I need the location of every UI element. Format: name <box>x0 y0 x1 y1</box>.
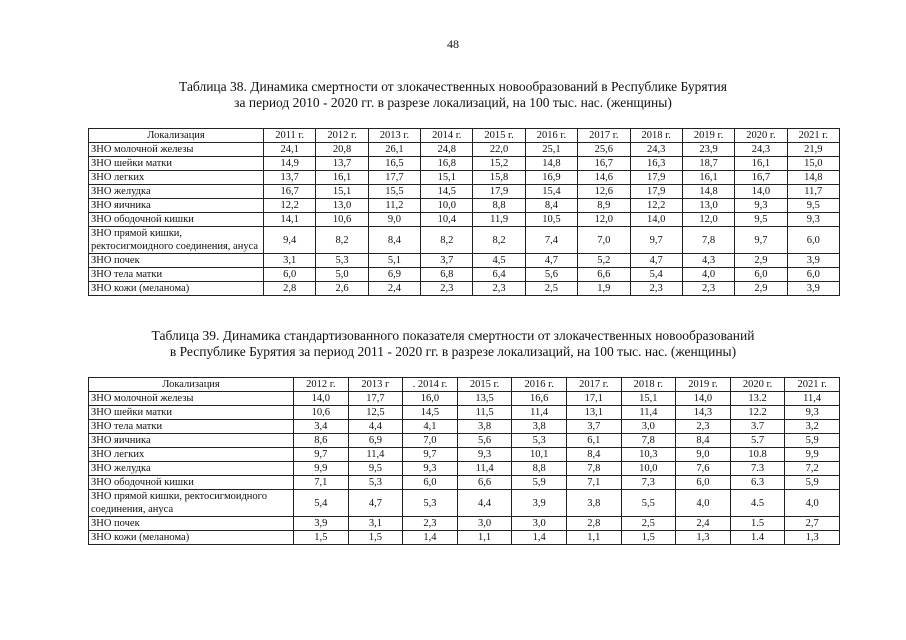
table-cell: 3,8 <box>457 420 512 434</box>
table-cell: 5,6 <box>525 268 577 282</box>
table-row <box>89 462 840 476</box>
table-cell: 14,1 <box>264 213 316 227</box>
table-cell: 3,0 <box>512 517 567 531</box>
table-row <box>89 490 840 517</box>
header-year: 2011 г. <box>264 129 316 143</box>
table-cell: 3,0 <box>457 517 512 531</box>
row-label: ЗНО шейки матки <box>89 157 264 171</box>
table-cell: 6,8 <box>421 268 473 282</box>
row-label: ЗНО тела матки <box>89 268 264 282</box>
table-cell: 5,5 <box>621 490 676 517</box>
table-cell: 8,9 <box>578 199 630 213</box>
table-cell: 1,5 <box>294 531 349 545</box>
header-year: 2012 г. <box>294 378 349 392</box>
table-cell: 7,1 <box>566 476 621 490</box>
table-cell: 9,3 <box>785 406 840 420</box>
table-cell: 5,4 <box>630 268 682 282</box>
row-label: ЗНО тела матки <box>89 420 294 434</box>
table-cell: 10,6 <box>316 213 368 227</box>
row-label: ЗНО ободочной кишки <box>89 476 294 490</box>
table-row <box>89 392 840 406</box>
table-cell: 14,5 <box>421 185 473 199</box>
table-cell: 3,0 <box>621 420 676 434</box>
table-cell: 16,3 <box>630 157 682 171</box>
table-cell: 12,2 <box>630 199 682 213</box>
table-row <box>89 268 840 282</box>
table-cell: 6,0 <box>735 268 787 282</box>
table-cell: 7,0 <box>403 434 458 448</box>
table-row <box>89 448 840 462</box>
table-cell: 11,7 <box>787 185 839 199</box>
table-cell: 9,5 <box>735 213 787 227</box>
table-cell: 5,0 <box>316 268 368 282</box>
table-cell: 2,8 <box>264 282 316 296</box>
table-cell: 11,4 <box>621 406 676 420</box>
table-cell: 5.7 <box>730 434 785 448</box>
table-cell: 3,9 <box>512 490 567 517</box>
table-cell: 7,8 <box>566 462 621 476</box>
table-cell: 2,4 <box>676 517 731 531</box>
table-38-caption-line1: Таблица 38. Динамика смертности от злокачественных новообразований в Республике Бурятия <box>179 79 727 94</box>
table-38-caption <box>0 79 906 111</box>
row-label: ЗНО молочной железы <box>89 392 294 406</box>
table-cell: 22,0 <box>473 143 525 157</box>
table-cell: 10,6 <box>294 406 349 420</box>
table-cell: 1,4 <box>512 531 567 545</box>
table-cell: 14,3 <box>676 406 731 420</box>
table-cell: 8,2 <box>421 227 473 254</box>
header-year: 2014 г. <box>421 129 473 143</box>
table-cell: 5,9 <box>785 476 840 490</box>
table-cell: 9,0 <box>368 213 420 227</box>
table-cell: 16,7 <box>264 185 316 199</box>
table-cell: 1,1 <box>457 531 512 545</box>
header-localization: Локализация <box>89 378 294 392</box>
table-cell: 13,1 <box>566 406 621 420</box>
table-cell: 16,1 <box>316 171 368 185</box>
table-cell: 7,3 <box>621 476 676 490</box>
header-year: 2017 г. <box>566 378 621 392</box>
table-row <box>89 143 840 157</box>
row-label: ЗНО легких <box>89 448 294 462</box>
table-cell: 16,5 <box>368 157 420 171</box>
table-cell: 5,3 <box>348 476 403 490</box>
table-cell: 3,2 <box>785 420 840 434</box>
row-label: ЗНО прямой кишки, ректосигмоидного соединения, ануса <box>89 227 264 254</box>
row-label: ЗНО желудка <box>89 185 264 199</box>
table-cell: 25,1 <box>525 143 577 157</box>
table-cell: 18,7 <box>682 157 734 171</box>
table-cell: 8,2 <box>316 227 368 254</box>
table-cell: 4,1 <box>403 420 458 434</box>
table-cell: 20,8 <box>316 143 368 157</box>
table-cell: 16,0 <box>403 392 458 406</box>
table-cell: 9,4 <box>264 227 316 254</box>
row-label: ЗНО кожи (меланома) <box>89 282 264 296</box>
row-label: ЗНО кожи (меланома) <box>89 531 294 545</box>
table-cell: 5,2 <box>578 254 630 268</box>
header-year: 2016 г. <box>525 129 577 143</box>
table-cell: 9,3 <box>457 448 512 462</box>
row-label: ЗНО яичника <box>89 199 264 213</box>
table-row <box>89 406 840 420</box>
table-cell: 8,8 <box>512 462 567 476</box>
table-cell: 16,1 <box>682 171 734 185</box>
table-cell: 1,5 <box>348 531 403 545</box>
table-cell: 14,9 <box>264 157 316 171</box>
table-cell: 2,3 <box>403 517 458 531</box>
table-cell: 5,3 <box>316 254 368 268</box>
table-cell: 8,4 <box>525 199 577 213</box>
table-cell: 10.8 <box>730 448 785 462</box>
table-cell: 2,4 <box>368 282 420 296</box>
table-cell: 11,4 <box>512 406 567 420</box>
table-row <box>89 171 840 185</box>
table-cell: 24,1 <box>264 143 316 157</box>
header-row <box>89 129 840 143</box>
table-cell: 12,2 <box>264 199 316 213</box>
header-year: 2019 г. <box>676 378 731 392</box>
table-cell: 9,9 <box>294 462 349 476</box>
table-cell: 17,1 <box>566 392 621 406</box>
table-cell: 7,8 <box>621 434 676 448</box>
table-row <box>89 213 840 227</box>
table-cell: 2,3 <box>676 420 731 434</box>
table-cell: 8,4 <box>566 448 621 462</box>
header-localization: Локализация <box>89 129 264 143</box>
header-year: 2021 г. <box>785 378 840 392</box>
table-cell: 2,7 <box>785 517 840 531</box>
table-cell: 6,6 <box>457 476 512 490</box>
table-cell: 6,9 <box>348 434 403 448</box>
header-year: 2015 г. <box>457 378 512 392</box>
row-label: ЗНО почек <box>89 517 294 531</box>
table-cell: 15,1 <box>316 185 368 199</box>
table-cell: 3,8 <box>512 420 567 434</box>
table-cell: 25,6 <box>578 143 630 157</box>
table-cell: 17,9 <box>630 171 682 185</box>
table-39-caption <box>0 328 906 360</box>
table-cell: 16,8 <box>421 157 473 171</box>
table-cell: 4,7 <box>348 490 403 517</box>
table-cell: 14,5 <box>403 406 458 420</box>
table-cell: 23,9 <box>682 143 734 157</box>
header-year: 2013 г <box>348 378 403 392</box>
table-cell: 15,0 <box>787 157 839 171</box>
header-year: 2018 г. <box>630 129 682 143</box>
table-cell: 15,2 <box>473 157 525 171</box>
table-row <box>89 531 840 545</box>
table-cell: 10,1 <box>512 448 567 462</box>
table-cell: 3,8 <box>566 490 621 517</box>
table-cell: 9,9 <box>785 448 840 462</box>
table-cell: 17,7 <box>348 392 403 406</box>
table-cell: 11,9 <box>473 213 525 227</box>
table-cell: 3,4 <box>294 420 349 434</box>
table-cell: 3,9 <box>787 254 839 268</box>
table-cell: 6,1 <box>566 434 621 448</box>
table-cell: 12,0 <box>578 213 630 227</box>
table-cell: 14,8 <box>525 157 577 171</box>
table-cell: 3,7 <box>566 420 621 434</box>
row-label: ЗНО молочной железы <box>89 143 264 157</box>
table-cell: 13,7 <box>316 157 368 171</box>
header-year: 2020 г. <box>735 129 787 143</box>
table-cell: 1.5 <box>730 517 785 531</box>
table-cell: 14,0 <box>630 213 682 227</box>
table-cell: 3,1 <box>348 517 403 531</box>
table-cell: 8,4 <box>368 227 420 254</box>
table-cell: 1,4 <box>403 531 458 545</box>
table-cell: 15,1 <box>621 392 676 406</box>
table-cell: 5,6 <box>457 434 512 448</box>
table-cell: 17,7 <box>368 171 420 185</box>
table-cell: 2,6 <box>316 282 368 296</box>
header-year: 2015 г. <box>473 129 525 143</box>
table-cell: 7.3 <box>730 462 785 476</box>
table-cell: 4,3 <box>682 254 734 268</box>
table-cell: 1,9 <box>578 282 630 296</box>
table-cell: 4,7 <box>525 254 577 268</box>
table-cell: 1,3 <box>785 531 840 545</box>
table-cell: 6,9 <box>368 268 420 282</box>
table-cell: 12.2 <box>730 406 785 420</box>
table-cell: 6,0 <box>787 227 839 254</box>
table-cell: 13,0 <box>682 199 734 213</box>
table-row <box>89 199 840 213</box>
table-cell: 2,5 <box>525 282 577 296</box>
table-cell: 4,5 <box>473 254 525 268</box>
row-label: ЗНО легких <box>89 171 264 185</box>
table-cell: 11,4 <box>457 462 512 476</box>
table-cell: 11,4 <box>348 448 403 462</box>
table-cell: 2,5 <box>621 517 676 531</box>
header-year: 2019 г. <box>682 129 734 143</box>
table-cell: 7,0 <box>578 227 630 254</box>
table-39-caption-line2: в Республике Бурятия за период 2011 - 2020 гг. в разрезе локализаций, на 100 тыс. нас. (женщины) <box>169 344 737 359</box>
header-year: 2012 г. <box>316 129 368 143</box>
table-cell: 10,4 <box>421 213 473 227</box>
table-cell: 14,0 <box>735 185 787 199</box>
table-cell: 4,0 <box>676 490 731 517</box>
header-year: 2020 г. <box>730 378 785 392</box>
table-cell: 9,7 <box>735 227 787 254</box>
table-39 <box>88 377 840 545</box>
table-cell: 7,6 <box>676 462 731 476</box>
table-row <box>89 227 840 254</box>
table-row <box>89 420 840 434</box>
table-cell: 4,0 <box>785 490 840 517</box>
table-cell: 9,3 <box>787 213 839 227</box>
table-cell: 10,3 <box>621 448 676 462</box>
table-cell: 5,9 <box>512 476 567 490</box>
table-cell: 1,5 <box>621 531 676 545</box>
table-cell: 6,0 <box>403 476 458 490</box>
table-cell: 14,8 <box>682 185 734 199</box>
table-cell: 8,2 <box>473 227 525 254</box>
header-year: . 2014 г. <box>403 378 458 392</box>
header-year: 2021 г. <box>787 129 839 143</box>
row-label: ЗНО прямой кишки, ректосигмоидного соединения, ануса <box>89 490 294 517</box>
table-38-caption-line2: за период 2010 - 2020 гг. в разрезе локализаций, на 100 тыс. нас. (женщины) <box>234 95 672 110</box>
table-cell: 4,4 <box>348 420 403 434</box>
table-cell: 11,2 <box>368 199 420 213</box>
table-cell: 11,4 <box>785 392 840 406</box>
table-cell: 12,5 <box>348 406 403 420</box>
table-cell: 16,9 <box>525 171 577 185</box>
table-cell: 14,0 <box>294 392 349 406</box>
table-cell: 2,3 <box>630 282 682 296</box>
row-label: ЗНО желудка <box>89 462 294 476</box>
table-cell: 8,6 <box>294 434 349 448</box>
table-cell: 6,0 <box>787 268 839 282</box>
table-cell: 4,7 <box>630 254 682 268</box>
table-cell: 12,0 <box>682 213 734 227</box>
table-cell: 3.7 <box>730 420 785 434</box>
table-cell: 3,9 <box>787 282 839 296</box>
table-cell: 2,9 <box>735 254 787 268</box>
table-cell: 9,7 <box>403 448 458 462</box>
table-cell: 8,4 <box>676 434 731 448</box>
table-cell: 10,0 <box>621 462 676 476</box>
table-cell: 6,6 <box>578 268 630 282</box>
table-cell: 15,5 <box>368 185 420 199</box>
table-38 <box>88 128 840 296</box>
table-cell: 13,5 <box>457 392 512 406</box>
table-cell: 3,7 <box>421 254 473 268</box>
table-cell: 12,6 <box>578 185 630 199</box>
table-cell: 9,3 <box>735 199 787 213</box>
table-cell: 13.2 <box>730 392 785 406</box>
header-row <box>89 378 840 392</box>
table-cell: 14,0 <box>676 392 731 406</box>
table-cell: 5,4 <box>294 490 349 517</box>
table-cell: 16,7 <box>735 171 787 185</box>
table-cell: 7,1 <box>294 476 349 490</box>
table-cell: 9,7 <box>630 227 682 254</box>
table-row <box>89 254 840 268</box>
table-row <box>89 517 840 531</box>
table-cell: 6,4 <box>473 268 525 282</box>
table-cell: 9,0 <box>676 448 731 462</box>
table-cell: 7,8 <box>682 227 734 254</box>
header-year: 2013 г. <box>368 129 420 143</box>
table-cell: 1.4 <box>730 531 785 545</box>
table-cell: 15,4 <box>525 185 577 199</box>
row-label: ЗНО ободочной кишки <box>89 213 264 227</box>
row-label: ЗНО почек <box>89 254 264 268</box>
table-cell: 13,0 <box>316 199 368 213</box>
table-row <box>89 434 840 448</box>
table-cell: 24,3 <box>735 143 787 157</box>
table-row <box>89 185 840 199</box>
row-label: ЗНО шейки матки <box>89 406 294 420</box>
page-number: 48 <box>447 37 459 51</box>
table-cell: 17,9 <box>630 185 682 199</box>
table-cell: 26,1 <box>368 143 420 157</box>
table-cell: 21,9 <box>787 143 839 157</box>
table-cell: 7,4 <box>525 227 577 254</box>
table-cell: 6,0 <box>264 268 316 282</box>
table-cell: 8,8 <box>473 199 525 213</box>
table-cell: 5,9 <box>785 434 840 448</box>
table-cell: 3,1 <box>264 254 316 268</box>
header-year: 2018 г. <box>621 378 676 392</box>
table-row <box>89 476 840 490</box>
table-cell: 9,7 <box>294 448 349 462</box>
table-cell: 14,6 <box>578 171 630 185</box>
table-cell: 6.3 <box>730 476 785 490</box>
table-cell: 7,2 <box>785 462 840 476</box>
table-cell: 16,1 <box>735 157 787 171</box>
table-cell: 13,7 <box>264 171 316 185</box>
table-cell: 15,8 <box>473 171 525 185</box>
table-cell: 5,3 <box>403 490 458 517</box>
table-row <box>89 282 840 296</box>
table-cell: 6,0 <box>676 476 731 490</box>
table-cell: 2,3 <box>473 282 525 296</box>
table-cell: 24,3 <box>630 143 682 157</box>
table-cell: 9,3 <box>403 462 458 476</box>
table-cell: 2,9 <box>735 282 787 296</box>
table-cell: 9,5 <box>787 199 839 213</box>
table-cell: 3,9 <box>294 517 349 531</box>
table-cell: 14,8 <box>787 171 839 185</box>
table-cell: 15,1 <box>421 171 473 185</box>
table-cell: 24,8 <box>421 143 473 157</box>
table-row <box>89 157 840 171</box>
table-cell: 5,1 <box>368 254 420 268</box>
table-cell: 17,9 <box>473 185 525 199</box>
table-cell: 4,0 <box>682 268 734 282</box>
table-cell: 1,3 <box>676 531 731 545</box>
table-cell: 16,6 <box>512 392 567 406</box>
table-39-caption-line1: Таблица 39. Динамика стандартизованного показателя смертности от злокачественных новообразований <box>151 328 755 343</box>
table-cell: 10,5 <box>525 213 577 227</box>
table-cell: 5,3 <box>512 434 567 448</box>
header-year: 2017 г. <box>578 129 630 143</box>
table-cell: 1,1 <box>566 531 621 545</box>
table-cell: 2,8 <box>566 517 621 531</box>
table-cell: 10,0 <box>421 199 473 213</box>
table-cell: 2,3 <box>682 282 734 296</box>
table-cell: 2,3 <box>421 282 473 296</box>
table-cell: 4.5 <box>730 490 785 517</box>
table-cell: 4,4 <box>457 490 512 517</box>
row-label: ЗНО яичника <box>89 434 294 448</box>
header-year: 2016 г. <box>512 378 567 392</box>
table-cell: 9,5 <box>348 462 403 476</box>
table-cell: 11,5 <box>457 406 512 420</box>
table-cell: 16,7 <box>578 157 630 171</box>
